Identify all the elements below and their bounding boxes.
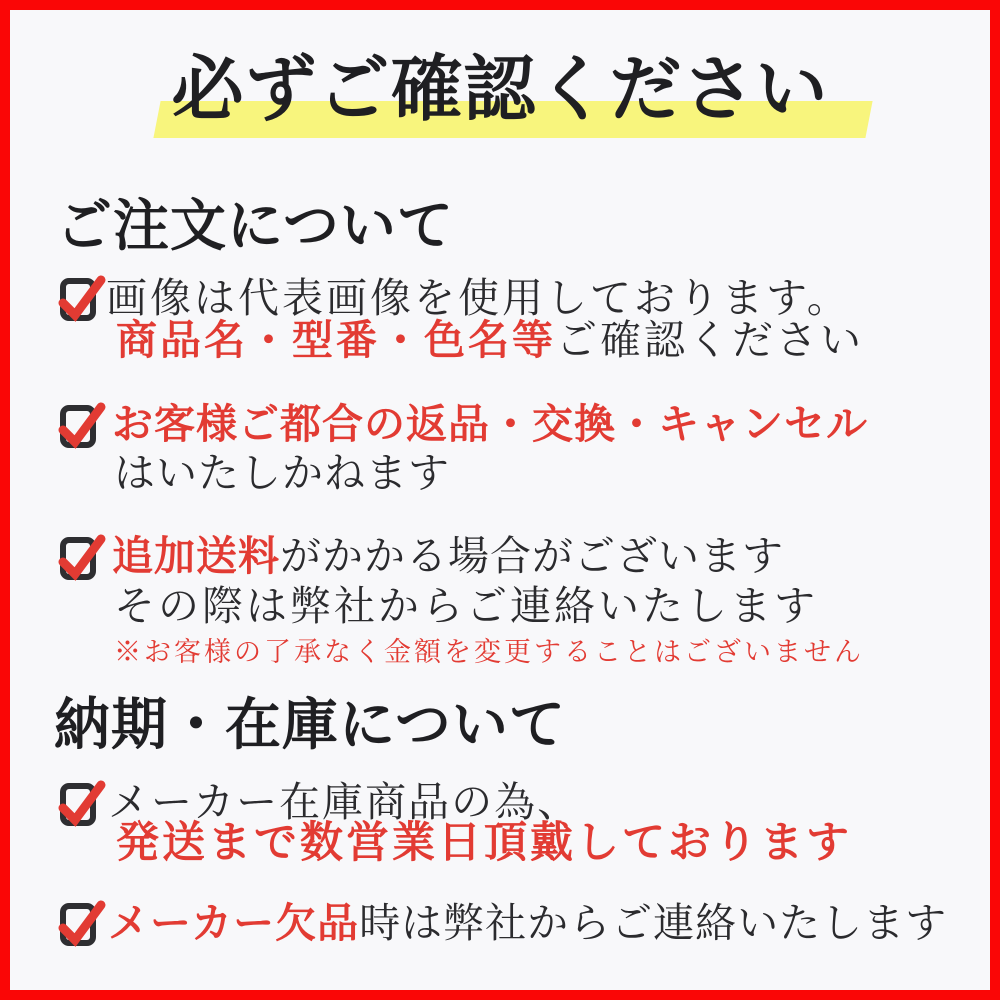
notice-line: 画像は代表画像を使用しております。 xyxy=(106,275,851,321)
notice-line: お客様ご都合の返品・交換・キャンセル xyxy=(112,401,868,447)
checkbox-icon xyxy=(60,278,96,321)
notice-footnote: ※お客様の了承なく金額を変更することはございません xyxy=(114,637,864,667)
checkbox-icon xyxy=(60,903,96,946)
notice-line: 発送まで数営業日頂戴しております xyxy=(116,820,852,867)
notice-line: メーカー在庫商品の為、 xyxy=(108,779,581,825)
notice-line: 追加送料がかかる場合がございます xyxy=(112,533,784,579)
notice-line: はいたしかねます xyxy=(114,450,450,496)
section-heading-order: ご注文について xyxy=(56,196,454,258)
checkbox-icon xyxy=(60,783,96,826)
notice-line: 商品名・型番・色名等ご確認ください xyxy=(116,317,864,363)
red-check-icon xyxy=(56,777,106,827)
notice-line: その際は弊社からご連絡いたします xyxy=(114,583,818,629)
section-heading-stock: 納期・在庫について xyxy=(54,695,566,757)
red-check-icon xyxy=(56,897,106,947)
red-check-icon xyxy=(56,399,106,449)
red-check-icon xyxy=(56,531,106,581)
checkbox-icon xyxy=(60,405,96,448)
notice-line: メーカー欠品時は弊社からご連絡いたします xyxy=(108,900,948,946)
page-title: 必ずご確認ください xyxy=(171,50,829,130)
red-check-icon xyxy=(56,272,106,322)
checkbox-icon xyxy=(60,537,96,580)
